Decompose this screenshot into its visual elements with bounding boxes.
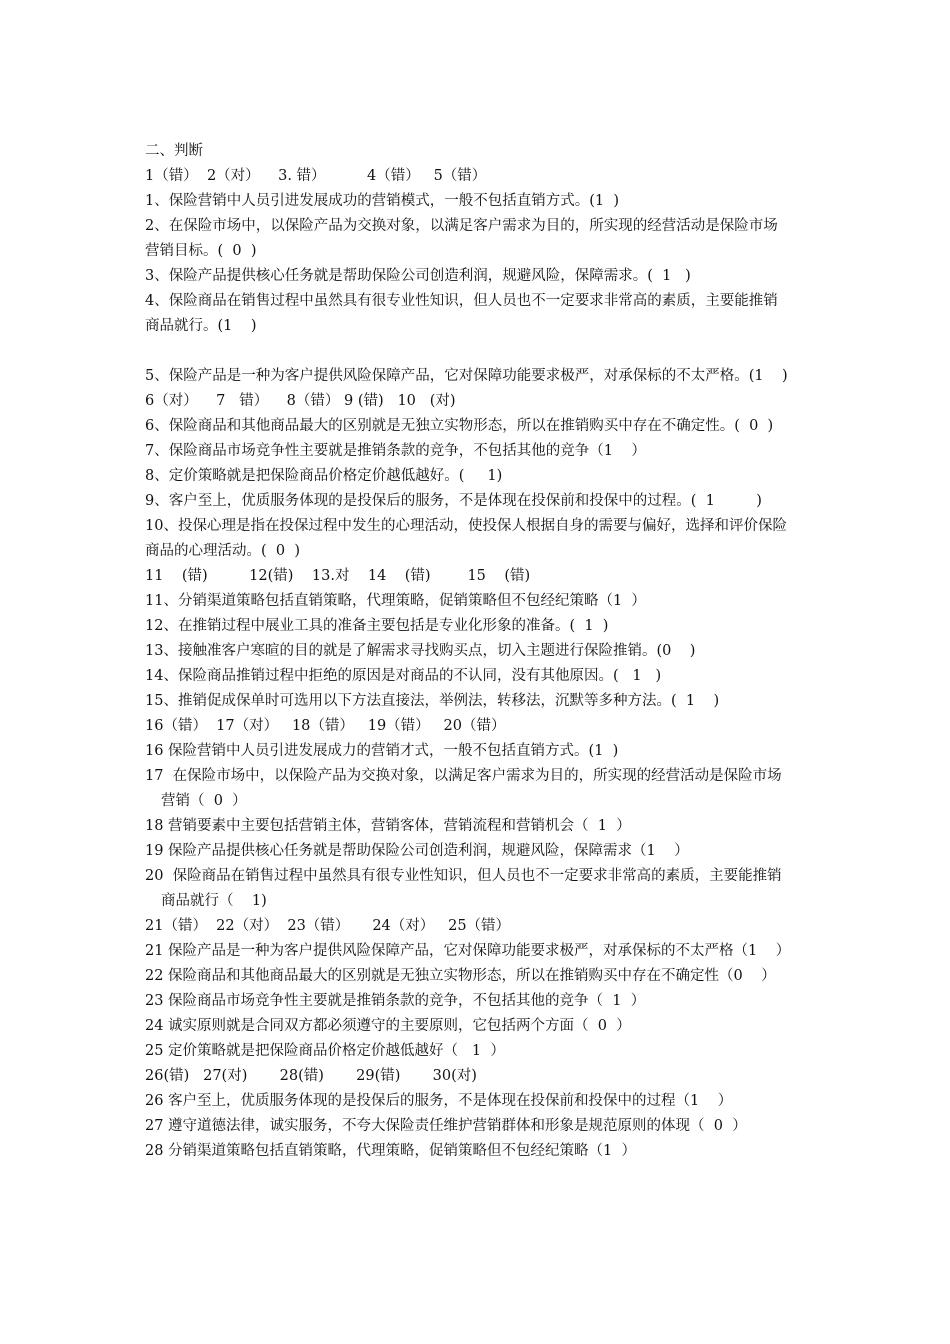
text-line: 2、在保险市场中，以保险产品为交换对象，以满足客户需求为目的，所实现的经营活动是保险市场 bbox=[145, 218, 778, 234]
text-line: 11 (错) 12(错) 13.对 14 (错) 15 (错) bbox=[145, 568, 531, 584]
text-line: 21（错） 22（对） 23（错） 24（对） 25（错） bbox=[145, 918, 511, 934]
text-line: 22 保险商品和其他商品最大的区别就是无独立实物形态，所以在推销购买中存在不确定性（0 ） bbox=[145, 968, 776, 984]
text-line: 21 保险产品是一种为客户提供风险保障产品，它对保障功能要求极严，对承保标的不太严格（1 ） bbox=[145, 943, 791, 959]
blank-line bbox=[145, 339, 885, 364]
text-line: 营销目标。( 0 ) bbox=[145, 243, 257, 259]
text-line: 6（对） 7 错） 8（错） 9 (错) 10 (对) bbox=[145, 393, 456, 409]
text-line: 26(错) 27(对) 28(错) 29(错) 30(对) bbox=[145, 1068, 477, 1084]
text-line: 20 保险商品在销售过程中虽然具有很专业性知识，但人员也不一定要求非常高的素质，主要能推销 bbox=[145, 868, 782, 884]
text-line: 16（错） 17（对） 18（错） 19（错） 20（错） bbox=[145, 718, 506, 734]
text-line: 26 客户至上，优质服务体现的是投保后的服务，不是体现在投保前和投保中的过程（1 ） bbox=[145, 1093, 733, 1109]
text-line: 18 营销要素中主要包括营销主体，营销客体，营销流程和营销机会（ 1 ） bbox=[145, 818, 631, 834]
text-line: 23 保险商品市场竞争性主要就是推销条款的竞争，不包括其他的竞争（ 1 ） bbox=[145, 993, 646, 1009]
text-line: 15、推销促成保单时可选用以下方法直接法，举例法，转移法，沉默等多种方法。( 1 ) bbox=[145, 693, 720, 709]
text-line: 商品的心理活动。( 0 ) bbox=[145, 543, 300, 559]
text-line: 13、接触准客户寒暄的目的就是了解需求寻找购买点，切入主题进行保险推销。(0 ) bbox=[145, 643, 696, 659]
text-line: 6、保险商品和其他商品最大的区别就是无独立实物形态，所以在推销购买中存在不确定性。( 0 ) bbox=[145, 418, 774, 434]
text-line: 4、保险商品在销售过程中虽然具有很专业性知识，但人员也不一定要求非常高的素质，主要能推销 bbox=[145, 293, 778, 309]
text-line: 24 诚实原则就是合同双方都必须遵守的主要原则，它包括两个方面（ 0 ） bbox=[145, 1018, 631, 1034]
text-line: 25 定价策略就是把保险商品价格定价越低越好（ 1 ） bbox=[145, 1043, 505, 1059]
text-line: 10、投保心理是指在投保过程中发生的心理活动，使投保人根据自身的需要与偏好，选择和评价保险 bbox=[145, 518, 787, 534]
text-line: 9、客户至上，优质服务体现的是投保后的服务，不是体现在投保前和投保中的过程。( 1 ) bbox=[145, 493, 762, 509]
text-line: 3、保险产品提供核心任务就是帮助保险公司创造利润，规避风险，保障需求。( 1 ) bbox=[145, 268, 691, 284]
document-page bbox=[145, 139, 885, 1164]
text-line: 7、保险商品市场竞争性主要就是推销条款的竞争，不包括其他的竞争（1 ） bbox=[145, 443, 646, 459]
text-line: 12、在推销过程中展业工具的准备主要包括是专业化形象的准备。( 1 ) bbox=[145, 618, 609, 634]
text-line: 二、判断 bbox=[145, 143, 203, 159]
text-line: 1（错） 2（对） 3. 错） 4（错） 5（错） bbox=[145, 168, 487, 184]
text-line: 27 遵守道德法律，诚实服务，不夸大保险责任维护营销群体和形象是规范原则的体现（ 0 ） bbox=[145, 1118, 747, 1134]
text-line: 19 保险产品提供核心任务就是帮助保险公司创造利润，规避风险，保障需求（1 ） bbox=[145, 843, 689, 859]
text-line: 商品就行。(1 ) bbox=[145, 318, 257, 334]
text-line: 1、保险营销中人员引进发展成功的营销模式，一般不包括直销方式。(1 ) bbox=[145, 193, 619, 209]
text-line: 17 在保险市场中，以保险产品为交换对象，以满足客户需求为目的，所实现的经营活动是保险市场 bbox=[145, 768, 782, 784]
text-line: 5、保险产品是一种为客户提供风险保障产品，它对保障功能要求极严，对承保标的不太严格。(1 ) bbox=[145, 368, 788, 384]
text-line: 11、分销渠道策略包括直销策略，代理策略，促销策略但不包经纪策略（1 ） bbox=[145, 593, 646, 609]
text-line: 8、定价策略就是把保险商品价格定价越低越好。( 1) bbox=[145, 468, 503, 484]
text-line: 16 保险营销中人员引进发展成力的营销才式，一般不包括直销方式。(1 ) bbox=[145, 743, 619, 759]
text-line: 营销（ 0 ） bbox=[161, 793, 247, 809]
text-line: 28 分销渠道策略包括直销策略，代理策略，促销策略但不包经纪策略（1 ） bbox=[145, 1143, 637, 1159]
text-line: 14、保险商品推销过程中拒绝的原因是对商品的不认同，没有其他原因。( 1 ) bbox=[145, 668, 662, 684]
text-line: 商品就行（ 1) bbox=[161, 893, 267, 909]
